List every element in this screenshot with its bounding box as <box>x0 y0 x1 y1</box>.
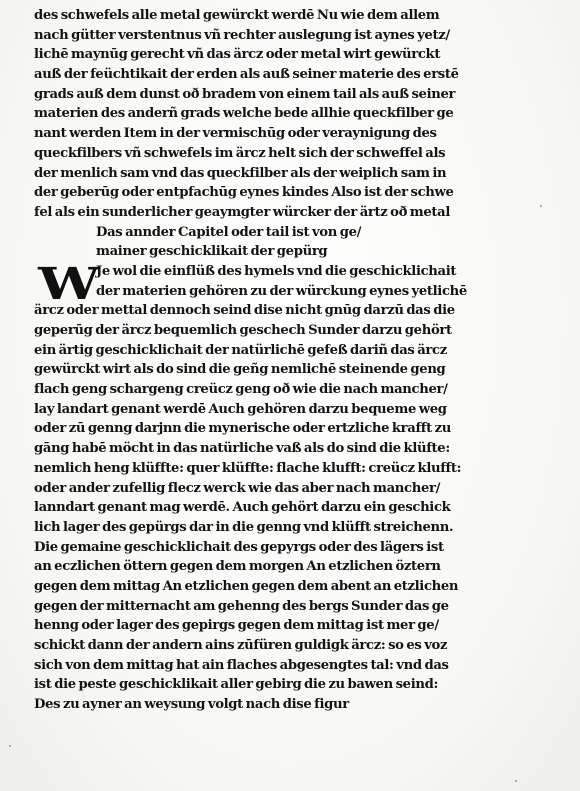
text-line: ärcz oder mettal dennoch seind dise nicht gnūg darzū das die <box>34 303 455 319</box>
text-line: lich lager des gepürgs dar in die genng vnd klüfft streichenn. <box>34 519 454 535</box>
text-line: flach geng schargeng creücz geng oð wie die nach mancher/ <box>34 382 448 398</box>
text-line: materien des anderñ grads welche bede allhie queckfilber ge <box>34 106 454 122</box>
paper-speck <box>515 780 517 782</box>
text-line: geperūg der ärcz bequemlich geschech Sunder darzu gehört <box>34 323 452 338</box>
text-line: ein ärtig geschicklichait der natürlichē gefeß dariñ das ärcz <box>34 342 447 358</box>
text-line: Die gemaine geschicklichait des gepyrgs oder des lägers ist <box>34 539 444 555</box>
decorated-initial: W <box>38 258 100 310</box>
text-line: der menlich sam vnd das queckfilber als der weiplich sam in <box>34 165 447 181</box>
paragraph-before-heading <box>34 6 564 223</box>
dropcap-lines <box>34 258 564 310</box>
printed-text-block <box>34 6 564 715</box>
text-line: an eczlichen öttern gegen dem morgen An etzlichen öztern <box>34 559 441 575</box>
text-line: gewürckt wirt als do sind die geñg nemlichē steinende geng <box>34 362 446 378</box>
text-line: Des zu ayner an weysung volgt nach dise figur <box>34 697 349 713</box>
paper-speck <box>9 745 11 747</box>
text-line: ist die peste geschicklikait aller gebirg die zu bawen seind: <box>34 677 438 693</box>
text-line: sich von dem mittag hat ain flaches abgesengtes tal: vnd das <box>34 657 449 673</box>
text-line: der materien gehören zu der würckung eynes yetlichē <box>96 283 467 299</box>
text-line: lanndart genant mag werdē. Auch gehört darzu ein geschick <box>34 500 451 516</box>
text-line: oder ander zufellig flecz werck wie das aber nach mancher/ <box>34 480 441 496</box>
text-line: nemlich heng klüffte: quer klüffte: flache klufft: creücz klufft: <box>34 460 462 476</box>
text-line: oder zū genng darjnn die mynerische oder ertzliche krafft zu <box>34 421 451 437</box>
text-line: nach gütter verstentnus vñ rechter auslegung ist aynes yetz/ <box>34 27 450 43</box>
text-line: henng oder lager des gepirgs gegen dem mittag ist mer ge/ <box>34 618 439 634</box>
text-line: gegen der mitternacht am gehenng des bergs Sunder das ge <box>34 598 449 614</box>
text-line: lay landart genant werdē Auch gehören darzu bequeme weg <box>34 401 447 417</box>
text-line: nant werden Item in der vermischūg oder veraynigung des <box>34 126 437 142</box>
dropcap-paragraph <box>34 258 564 310</box>
text-line: des schwefels alle metal gewürckt werdē Nu wie dem allem <box>34 8 440 23</box>
chapter-heading <box>34 223 564 262</box>
paragraph-after-heading <box>34 301 564 714</box>
text-line: Je wol die einflüß des hymels vnd die geschicklichait <box>96 263 457 279</box>
text-line: fel als ein sunderlicher geaymgter würcker der ärtz oð metal <box>34 204 451 220</box>
text-line: grads auß dem dunst oð bradem von einem tail als auß seiner <box>34 86 456 102</box>
text-line: schickt dann der andern ains zūfüren guldigk ärcz: so es voz <box>34 638 448 653</box>
text-line: queckfilbers vñ schwefels im ärcz helt sich der schweffel als <box>34 145 446 161</box>
text-line: der geberūg oder entpfachūg eynes kindes Also ist der schwe <box>34 185 454 201</box>
text-line: Das annder Capitel oder tail ist von ge/ <box>96 224 362 240</box>
text-line: lichē maynūg gerecht vñ das ärcz oder metal wirt gewürckt <box>34 47 441 63</box>
text-line: gegen dem mittag An etzlichen gegen dem abent an etzlichen <box>34 578 459 594</box>
text-line: mainer geschicklikait der gepürg <box>96 244 328 260</box>
paper-speck <box>540 205 542 207</box>
text-line: auß der feüchtikait der erden als auß seiner materie des erstē <box>34 67 459 83</box>
text-line: gāng habē möcht in das natürliche vaß als do sind die klüfte: <box>34 441 450 457</box>
